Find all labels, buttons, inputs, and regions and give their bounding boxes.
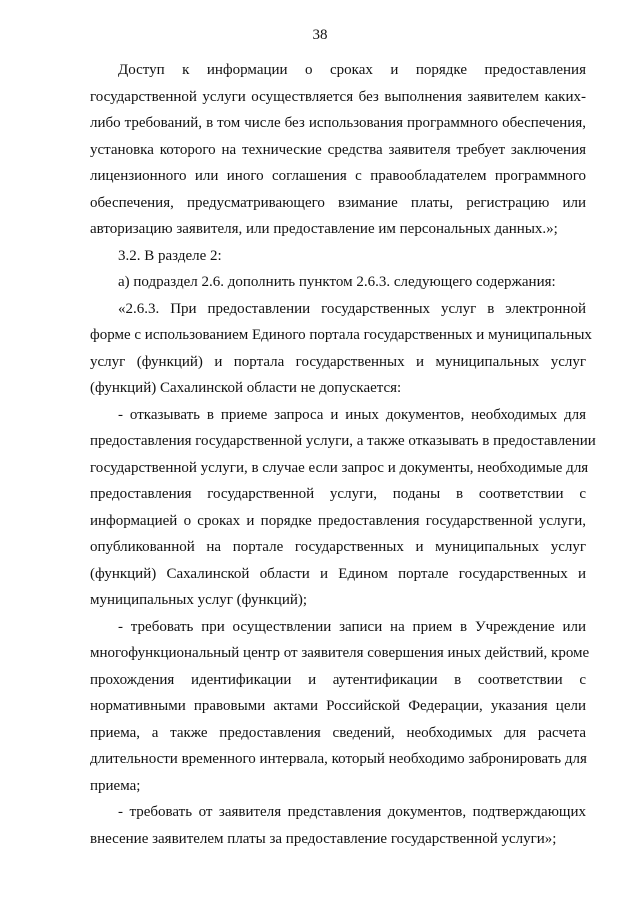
text-line: внесение заявителем платы за предоставление государственной услуги»; xyxy=(90,830,557,847)
text-line: Доступ к информации о сроках и порядке предоставления xyxy=(118,62,586,78)
text-line: предоставления государственной услуги, поданы в соответствии с xyxy=(90,486,586,502)
text-line: установка которого на технические средства заявителя требует заключения xyxy=(90,141,586,158)
text-line: прохождения идентификации и аутентификации в соответствии с xyxy=(90,671,586,688)
text-line: форме с использованием Единого портала государственных и муниципальных xyxy=(90,327,592,343)
text-line: - требовать при осуществлении записи на прием в Учреждение или xyxy=(118,618,586,635)
text-line: (функций) Сахалинской области и Едином портале государственных и xyxy=(90,565,586,582)
text-line: «2.6.3. При предоставлении государственных услуг в электронной xyxy=(118,300,586,317)
text-line: приема, а также предоставления сведений, необходимых для расчета xyxy=(90,724,586,741)
paragraph xyxy=(90,614,590,800)
paragraph xyxy=(90,57,586,243)
text-line: - отказывать в приеме запроса и иных документов, необходимых для xyxy=(118,406,586,423)
text-line: многофункциональный центр от заявителя совершения иных действий, кроме xyxy=(90,645,590,661)
paragraph xyxy=(90,402,596,614)
text-line: приема; xyxy=(90,777,141,794)
text-line: 3.2. В разделе 2: xyxy=(118,247,222,264)
text-line: муниципальных услуг (функций); xyxy=(90,592,308,608)
text-line: государственной услуги осуществляется без выполнения заявителем каких- xyxy=(90,88,586,105)
paragraph xyxy=(90,243,586,270)
text-line: информацией о сроках и порядке предоставления государственной услуги, xyxy=(90,512,586,529)
text-line: нормативными правовыми актами Российской Федерации, указания цели xyxy=(90,698,586,714)
text-line: - требовать от заявителя представления документов, подтверждающих xyxy=(118,804,586,820)
text-line: обеспечения, предусматривающего взимание платы, регистрацию или xyxy=(90,194,586,211)
paragraph xyxy=(90,296,592,402)
text-line: государственной услуги, в случае если запрос и документы, необходимые для xyxy=(90,459,589,476)
text-line: авторизацию заявителя, или предоставление им персональных данных.»; xyxy=(90,221,558,237)
text-line: (функций) Сахалинской области не допускается: xyxy=(90,380,402,396)
text-line: предоставления государственной услуги, а также отказывать в предоставлении xyxy=(90,433,596,449)
text-line: лицензионного или иного соглашения с правообладателем программного xyxy=(90,168,586,184)
paragraph xyxy=(90,799,586,852)
text-line: длительности временного интервала, который необходимо забронировать для xyxy=(90,751,587,767)
document-body xyxy=(90,57,596,852)
page-number: 38 xyxy=(312,27,328,43)
text-line: либо требований, в том числе без использования программного обеспечения, xyxy=(90,115,586,131)
text-line: а) подраздел 2.6. дополнить пунктом 2.6.3. следующего содержания: xyxy=(118,274,556,290)
text-line: услуг (функций) и портала государственных и муниципальных услуг xyxy=(90,353,586,370)
text-line: опубликованной на портале государственных и муниципальных услуг xyxy=(90,539,586,555)
paragraph xyxy=(90,269,586,296)
